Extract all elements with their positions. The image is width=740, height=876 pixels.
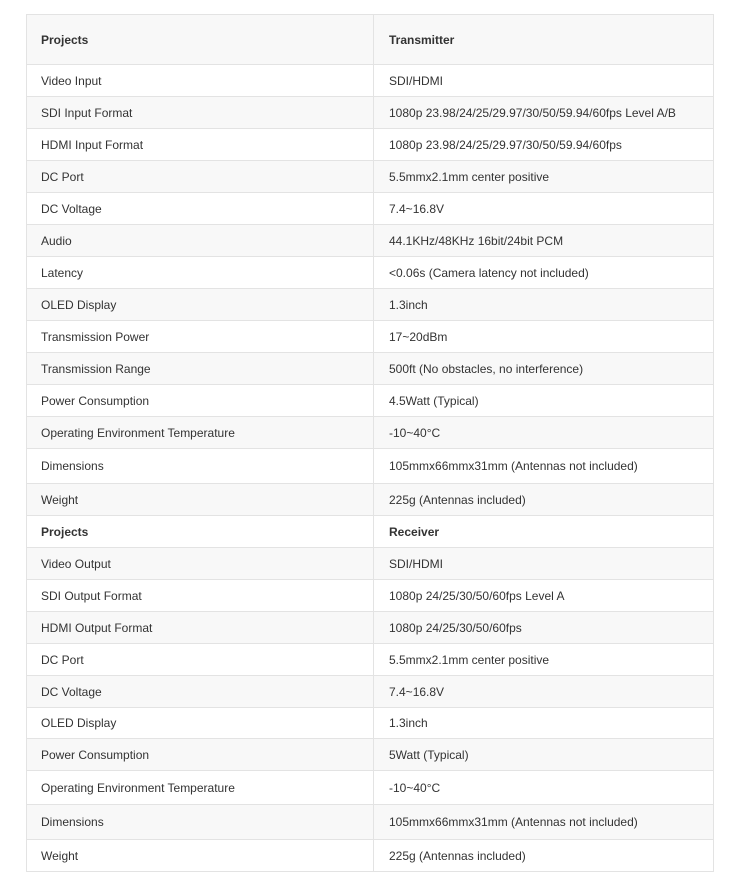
spec-value: 1.3inch <box>374 708 714 739</box>
spec-value: 44.1KHz/48KHz 16bit/24bit PCM <box>374 225 714 257</box>
spec-value: 1080p 24/25/30/50/60fps <box>374 612 714 644</box>
spec-label: Dimensions <box>27 805 374 840</box>
spec-value: 5.5mmx2.1mm center positive <box>374 644 714 676</box>
spec-label: DC Port <box>27 161 374 193</box>
spec-label: DC Voltage <box>27 676 374 708</box>
table-row <box>27 805 714 840</box>
spec-value: -10~40°C <box>374 417 714 449</box>
table-row <box>27 644 714 676</box>
table-row <box>27 840 714 872</box>
spec-value: SDI/HDMI <box>374 548 714 580</box>
table-row <box>27 161 714 193</box>
spec-label: DC Port <box>27 644 374 676</box>
table-row <box>27 417 714 449</box>
spec-value: 105mmx66mmx31mm (Antennas not included) <box>374 805 714 840</box>
table-row <box>27 484 714 516</box>
spec-label: SDI Input Format <box>27 97 374 129</box>
spec-label: Weight <box>27 484 374 516</box>
spec-value: 1.3inch <box>374 289 714 321</box>
spec-value: 17~20dBm <box>374 321 714 353</box>
table-row <box>27 65 714 97</box>
table-row <box>27 771 714 805</box>
table-row <box>27 739 714 771</box>
spec-label: HDMI Output Format <box>27 612 374 644</box>
spec-label: Transmission Power <box>27 321 374 353</box>
header-transmitter: Transmitter <box>374 15 714 65</box>
spec-label: HDMI Input Format <box>27 129 374 161</box>
table-row <box>27 385 714 417</box>
table-row <box>27 225 714 257</box>
spec-value: 7.4~16.8V <box>374 676 714 708</box>
spec-value: <0.06s (Camera latency not included) <box>374 257 714 289</box>
spec-label: Transmission Range <box>27 353 374 385</box>
header-projects: Projects <box>27 15 374 65</box>
table-row <box>27 257 714 289</box>
spec-label: OLED Display <box>27 708 374 739</box>
table-row <box>27 353 714 385</box>
spec-value: 7.4~16.8V <box>374 193 714 225</box>
spec-value: -10~40°C <box>374 771 714 805</box>
spec-value: 4.5Watt (Typical) <box>374 385 714 417</box>
spec-label: OLED Display <box>27 289 374 321</box>
spec-table <box>26 14 714 872</box>
spec-label: Audio <box>27 225 374 257</box>
receiver-header-row <box>27 516 714 548</box>
spec-label: Dimensions <box>27 449 374 484</box>
spec-label: Power Consumption <box>27 739 374 771</box>
spec-label: DC Voltage <box>27 193 374 225</box>
table-row <box>27 580 714 612</box>
table-row <box>27 193 714 225</box>
spec-label: Video Output <box>27 548 374 580</box>
spec-value: 500ft (No obstacles, no interference) <box>374 353 714 385</box>
spec-value: 225g (Antennas included) <box>374 840 714 872</box>
spec-value: 1080p 23.98/24/25/29.97/30/50/59.94/60fps Level A/B <box>374 97 714 129</box>
table-row <box>27 289 714 321</box>
spec-label: SDI Output Format <box>27 580 374 612</box>
spec-value: 105mmx66mmx31mm (Antennas not included) <box>374 449 714 484</box>
header-receiver: Receiver <box>374 516 714 548</box>
spec-label: Video Input <box>27 65 374 97</box>
table-row <box>27 676 714 708</box>
table-row <box>27 129 714 161</box>
spec-value: 1080p 24/25/30/50/60fps Level A <box>374 580 714 612</box>
spec-label: Operating Environment Temperature <box>27 771 374 805</box>
table-row <box>27 612 714 644</box>
spec-value: SDI/HDMI <box>374 65 714 97</box>
spec-label: Power Consumption <box>27 385 374 417</box>
spec-value: 225g (Antennas included) <box>374 484 714 516</box>
spec-label: Latency <box>27 257 374 289</box>
table-row <box>27 97 714 129</box>
table-row <box>27 548 714 580</box>
spec-label: Weight <box>27 840 374 872</box>
table-row <box>27 449 714 484</box>
spec-value: 5Watt (Typical) <box>374 739 714 771</box>
table-row <box>27 321 714 353</box>
spec-value: 1080p 23.98/24/25/29.97/30/50/59.94/60fps <box>374 129 714 161</box>
header-projects: Projects <box>27 516 374 548</box>
table-row <box>27 708 714 739</box>
spec-value: 5.5mmx2.1mm center positive <box>374 161 714 193</box>
spec-label: Operating Environment Temperature <box>27 417 374 449</box>
table-header-row <box>27 15 714 65</box>
